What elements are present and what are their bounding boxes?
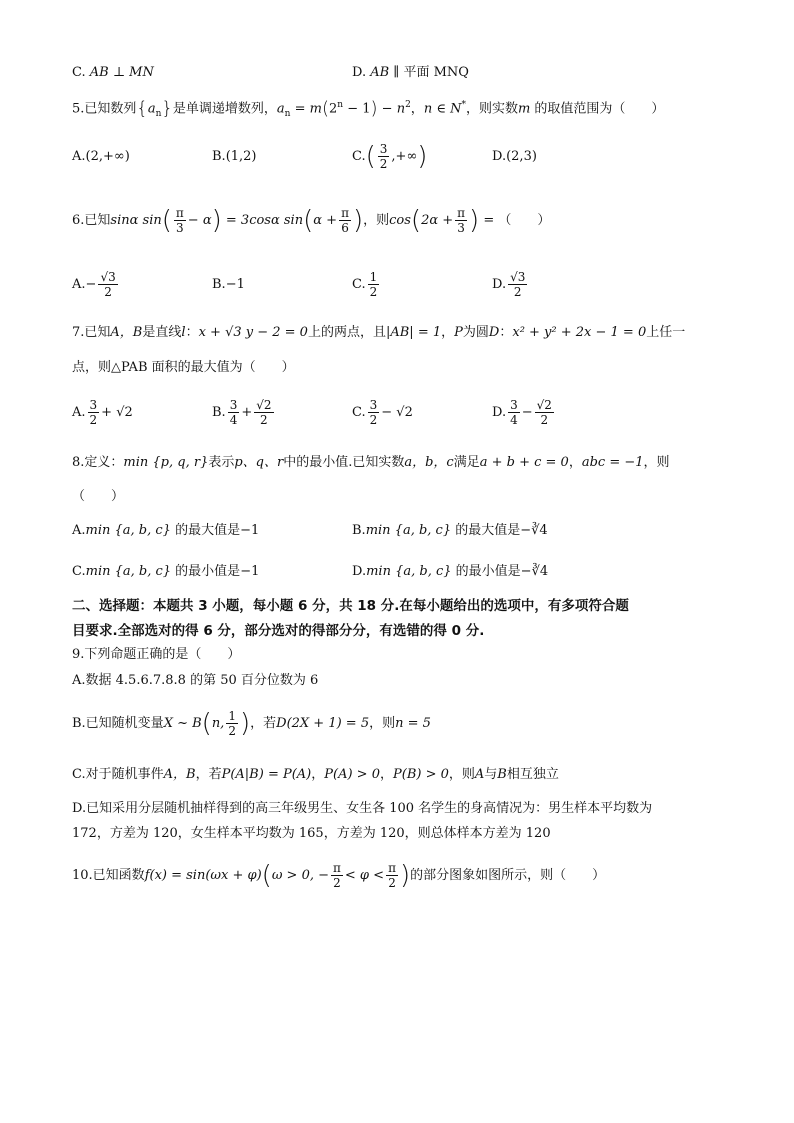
option-value: (2,3) [506,149,537,164]
option-text: ，则 [369,716,396,731]
numerator: π [175,206,184,220]
option-value: −1 [240,564,260,579]
option-math: min {a, b, c} [365,523,452,538]
fraction [455,206,467,235]
paren-right: ) [399,860,411,891]
numerator: π [341,206,349,220]
q6-option-d [492,266,529,304]
option-value: + √2 [101,405,133,420]
fraction [228,398,240,427]
option-value: (1,2) [225,149,257,164]
option-op: + [241,405,253,420]
q8-option-c [72,563,259,581]
formula-part: 2 [328,101,338,117]
fraction [508,398,520,427]
question-number: 6. [72,213,85,228]
denominator: 2 [513,285,522,299]
stem-text: ，则 [363,213,390,228]
stem-text: ： [185,325,199,340]
stem-text: 10.已知函数 [72,868,145,883]
option-math: P(B) > 0 [393,767,449,782]
stem-text: 已知数列 [84,101,137,117]
option-math: min {a, b, c} [85,564,172,579]
stem-text: 的部分图象如图所示，则（ ） [410,868,606,883]
option-math: min {a, b, c} [85,523,171,538]
option-text: 的最大值是 [451,523,521,538]
question-7-stem [72,324,685,342]
formula-sub: n [284,108,291,119]
stem-math: P [454,325,463,340]
option-value: −∛4 [520,523,548,538]
paren-right: ) [417,141,428,172]
stem-math: x + √3 y − 2 = 0 [198,325,308,340]
denominator: 2 [228,724,236,738]
option-text: 与 [484,767,498,782]
stem-text: （ ） [72,489,125,504]
numerator: √3 [100,270,116,284]
paren-right: ) [469,205,480,236]
stem-math: l [181,325,186,340]
stem-math: |AB| = 1 [385,325,442,340]
paren-left: ( [261,860,272,891]
stem-text: 上的两点，且 [307,325,386,340]
prev-option-c [72,64,154,82]
stem-text: 中的最小值.已知实数 [283,455,405,470]
option-value: ,+∞ [391,149,418,164]
denominator: 2 [333,876,341,890]
option-label: A. [72,277,86,292]
numerator: π [333,861,341,875]
stem-text: 已知 [84,325,111,340]
numerator: π [388,861,396,875]
numerator: 1 [228,709,236,723]
option-math: P(A) > 0 [324,767,380,782]
stem-text: 表示 [208,455,235,470]
option-label: C. [352,277,366,292]
paren-left: ( [303,205,314,236]
option-label: C. [72,564,86,579]
denominator: 3 [176,221,184,235]
q5-option-c [352,138,427,176]
denominator: 2 [379,157,388,171]
option-math: B [497,767,507,782]
stem-text: 是单调递增数列， [172,101,277,117]
formula-part: = 3cosα sin [221,213,304,228]
option-label: A. [72,149,86,164]
option-value: − √2 [381,405,413,420]
denominator: 2 [369,413,378,427]
option-math: AB ∥ [370,65,400,80]
numerator: √3 [510,270,526,284]
paren-right: ) [352,205,364,236]
stem-text: 定义： [84,455,124,470]
formula-sup: n [337,100,344,110]
q6-option-a [72,266,120,304]
q6-option-c [352,266,381,304]
q9-option-d-line2: 172，方差为 120，女生样本平均数为 165，方差为 120，则总体样本方差为 120 [72,826,551,841]
question-10-stem [72,857,605,895]
option-text: ， [379,767,393,782]
option-label: D. [352,564,367,579]
option-math: X ~ B [163,716,202,731]
condition-sup: * [461,100,466,110]
fraction [254,398,273,427]
option-label: B. [352,523,366,538]
formula-part: sinα sin [110,213,162,228]
q7-option-d [492,394,556,432]
paren-left: ( [365,141,376,172]
stem-math: a + b + c = 0 [479,455,569,470]
stem-text: ，则 [643,455,670,470]
paren-left: ( [410,205,422,236]
seq-sub: n [155,108,162,119]
brace-left: { [136,97,148,119]
option-op: − [521,405,533,420]
denominator: 2 [260,413,268,427]
stem-text: ， [568,455,582,470]
fraction [339,206,351,235]
option-text: ，则 [448,767,475,782]
fraction [368,270,380,299]
option-text: 的最大值是 [170,523,241,538]
option-value: (2,+∞) [85,149,130,164]
stem-text: 是直线 [142,325,182,340]
stem-text: ， [410,101,424,117]
option-math: min {a, b, c} [366,564,452,579]
question-9-stem: 9.下列命题正确的是（ ） [72,647,241,662]
seq-var: a [147,101,156,117]
option-label: B. [212,277,226,292]
q8-option-a [72,522,259,540]
fraction [226,709,238,738]
option-text: 的最小值是 [171,564,241,579]
option-label: D. [492,277,507,292]
option-math: n, [211,716,225,731]
option-text: 相互独立 [506,767,559,782]
stem-math: min {p, q, r} [123,455,209,470]
stem-text: ，则实数 [465,101,518,117]
var-m: m [517,101,531,117]
question-8-stem-line2 [72,488,124,506]
stem-text: 已知 [84,213,111,228]
stem-math: ω > 0, − [271,868,330,883]
paren-left: ( [161,205,172,236]
question-8-stem [72,454,670,472]
fraction [535,398,554,427]
option-label: C. [352,149,366,164]
section-2-heading-line1: 二、选择题：本题共 3 小题，每小题 6 分，共 18 分.在每小题给出的选项中，有多项符合题 [72,598,629,614]
denominator: 2 [540,413,549,427]
option-text: 的最小值是 [451,564,521,579]
denominator: 3 [457,221,465,235]
paren-right: ) [370,97,378,119]
option-text: ， [311,767,325,782]
fraction [386,861,398,890]
question-6-stem [72,202,550,240]
option-text: C.对于随机事件 [72,767,164,782]
fraction [331,861,343,890]
stem-math: p、q、r [234,455,284,470]
denominator: 4 [510,413,518,427]
option-value: −1 [240,523,260,538]
q7-option-b [212,394,276,432]
stem-math: D [488,325,500,340]
q9-option-d-line1: D.已知采用分层随机抽样得到的高三年级男生、女生各 100 名学生的身高情况为：男生样本平均数为 [72,801,653,816]
denominator: 2 [369,285,378,299]
fraction [98,270,117,299]
q6-option-b [212,276,245,294]
option-value: −∛4 [520,564,549,579]
paren-right: ) [211,205,222,236]
stem-text: 为圆 [462,325,489,340]
formula-part: 2α + [421,213,454,228]
formula-part: − n [377,101,406,117]
formula-sup: 2 [405,100,411,110]
q8-option-d [352,563,548,581]
denominator: 6 [341,221,349,235]
numerator: √2 [536,398,552,412]
option-math: AB ⊥ MN [89,65,154,80]
option-label: B. [212,149,226,164]
option-math: P(A|B) = P(A) [221,767,312,782]
option-text: B.已知随机变量 [72,716,164,731]
question-number: 8. [72,455,85,470]
option-label: D. [492,149,507,164]
denominator: 2 [104,285,112,299]
formula-part: α + [313,213,338,228]
q7-option-a [72,394,133,432]
q9-option-a: A.数据 4.5.6.7.8.8 的第 50 百分位数为 6 [72,673,319,688]
formula-part: − α [187,213,212,228]
stem-math: f(x) = sin(ωx + φ) [144,868,262,883]
option-math: A，B [163,767,196,782]
q5-option-d [492,148,537,166]
option-label: A. [72,405,86,420]
numerator: 3 [89,398,98,412]
q9-option-c [72,766,559,784]
option-math: D(2X + 1) = 5 [276,716,370,731]
question-7-stem-line2 [72,359,295,377]
q7-option-c [352,394,413,432]
numerator: 3 [229,398,238,412]
numerator: √2 [256,398,272,412]
stem-text: ： [499,325,513,340]
q5-option-b [212,148,257,166]
stem-text: = （ ） [479,213,551,228]
numerator: π [457,206,466,220]
fraction [378,142,390,171]
option-text: 平面 MNQ [399,65,469,80]
stem-text: 的取值范围为（ ） [530,101,665,117]
option-math: n = 5 [395,716,431,731]
paren-left: ( [321,97,329,119]
stem-math: < φ < [344,868,385,883]
stem-text: 满足 [453,455,480,470]
brace-right: } [161,97,173,119]
formula-part: cos [389,213,411,228]
numerator: 3 [379,142,388,156]
question-number: 5. [72,101,85,117]
stem-math: x² + y² + 2x − 1 = 0 [512,325,647,340]
condition: n ∈ N [423,101,462,117]
q5-option-a [72,148,130,166]
option-text: ，若 [195,767,222,782]
option-label: D. [352,65,371,80]
formula-var: a [276,101,285,117]
numerator: 3 [369,398,378,412]
question-5-stem [72,96,664,123]
q8-option-b [352,522,548,540]
formula-part: = m [290,101,322,117]
stem-text: 点，则△PAB 面积的最大值为（ ） [72,360,295,375]
q9-option-b [72,705,431,743]
option-label: A. [72,523,86,538]
denominator: 2 [388,876,396,890]
paren-right: ) [239,708,251,739]
option-sign: − [85,277,97,292]
stem-text: 上任一 [646,325,686,340]
option-math: A [474,767,485,782]
section-2-heading-line2: 目要求.全部选对的得 6 分，部分选对的得部分分，有选错的得 0 分. [72,623,485,639]
option-label: C. [72,65,90,80]
option-label: B. [212,405,226,420]
fraction [88,398,100,427]
stem-math: A，B [110,325,143,340]
numerator: 1 [369,270,378,284]
fraction [368,398,380,427]
question-number: 7. [72,325,85,340]
option-text: ，若 [250,716,277,731]
option-value: −1 [225,277,245,292]
stem-text: ， [441,325,455,340]
paren-left: ( [201,708,212,739]
prev-option-d [352,64,469,82]
option-label: C. [352,405,366,420]
option-label: D. [492,405,507,420]
denominator: 2 [89,413,98,427]
formula-part: − 1 [343,101,371,117]
numerator: 3 [510,398,518,412]
denominator: 4 [229,413,238,427]
fraction [508,270,527,299]
stem-math: abc = −1 [581,455,644,470]
stem-math: a，b，c [404,455,454,470]
fraction [174,206,186,235]
